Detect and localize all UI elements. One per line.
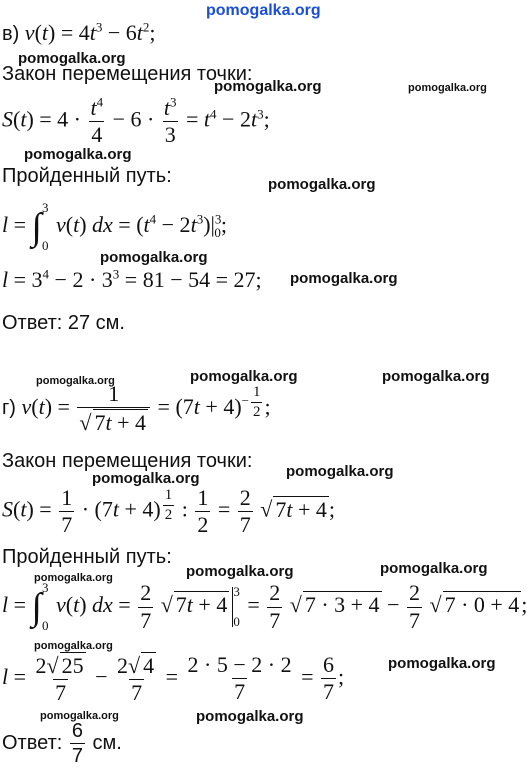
watermark: pomogalka.org: [40, 710, 119, 722]
watermark: pomogalka.org: [206, 2, 321, 19]
path-integral-g: l = ∫ 3 0 v(t) dx = $\frac{2}{7}$ √ 7t + 4 3 0 = $\frac{2}{7}$ √ 7 · 3 + 4 − $\frac{2}{7}$ √ 7 · 0 + 4;: [2, 580, 527, 633]
law-heading: Закон перемещения точки:: [2, 63, 253, 85]
watermark: pomogalka.org: [100, 249, 208, 266]
watermark: pomogalka.org: [186, 563, 294, 580]
watermark: pomogalka.org: [190, 368, 298, 385]
answer-g: [2, 720, 122, 767]
path-value-v: $l = 3^4 - 2 \cdot 3^3 = 81 - 54 = 27$;: [2, 266, 262, 292]
watermark: pomogalka.org: [24, 146, 132, 163]
answer-v: [2, 312, 125, 335]
path-heading: Пройденный путь:: [2, 546, 172, 568]
part-marker: в): [2, 23, 20, 45]
path-integral-v: l = ∫ 3 0 v(t) dx = $(t^4 - 2t^3)|^3_0$;: [2, 200, 228, 253]
path-value-g: l = $\frac{2√ 25}{7}$ − $\frac{2√ 4}{7}$ = $\frac{2 \cdot 5 - 2 \cdot 2}{7}$ = $\frac{6}{7}$ ;: [2, 652, 345, 706]
answer-label: Ответ:: [2, 731, 63, 754]
answer-numerator: 6: [71, 720, 83, 742]
displacement-equation-g: S(t) = $\frac{1}{7}$ · (7t + 4) $^{\frac{1}{2}}$ : $\frac{1}{2}$ = $\frac{2}{7}$ √ 7t + 4;: [2, 485, 335, 538]
watermark: pomogalka.org: [196, 708, 304, 725]
answer-fraction: [70, 720, 85, 767]
watermark: pomogalka.org: [92, 470, 200, 487]
watermark: pomogalka.org: [34, 572, 113, 584]
watermark: pomogalka.org: [286, 463, 394, 480]
displacement-equation-v: S(t) = 4 · $\frac{t^4}{4}$ − 6 · $\frac{t^3}{3}$ = $t^4 - 2t^3$;: [2, 94, 270, 148]
watermark: pomogalka.org: [290, 270, 398, 287]
watermark: pomogalka.org: [214, 78, 322, 95]
answer-denominator: 7: [71, 745, 83, 767]
watermark: pomogalka.org: [408, 82, 487, 94]
answer-label: Ответ:: [2, 312, 63, 334]
watermark: pomogalka.org: [36, 375, 115, 387]
path-heading: Пройденный путь:: [2, 165, 172, 187]
answer-value: 27 см.: [67, 312, 125, 334]
watermark: pomogalka.org: [380, 560, 488, 577]
answer-unit: см.: [92, 731, 122, 754]
velocity-equation-g: г) v(t) = $\frac{1}{√ 7t + 4}$ = $(7t + 4)^{- \frac{1}{2}}$ ;: [2, 381, 271, 436]
watermark: pomogalka.org: [34, 640, 113, 652]
watermark: pomogalka.org: [18, 50, 126, 67]
velocity-equation-v: в) $v(t) = 4t^3 - 6t^2$;: [2, 19, 156, 45]
watermark: pomogalka.org: [388, 655, 496, 672]
watermark: pomogalka.org: [268, 176, 376, 193]
part-marker: г): [2, 396, 16, 419]
law-heading: Закон перемещения точки:: [2, 450, 253, 472]
watermark: pomogalka.org: [382, 368, 490, 385]
